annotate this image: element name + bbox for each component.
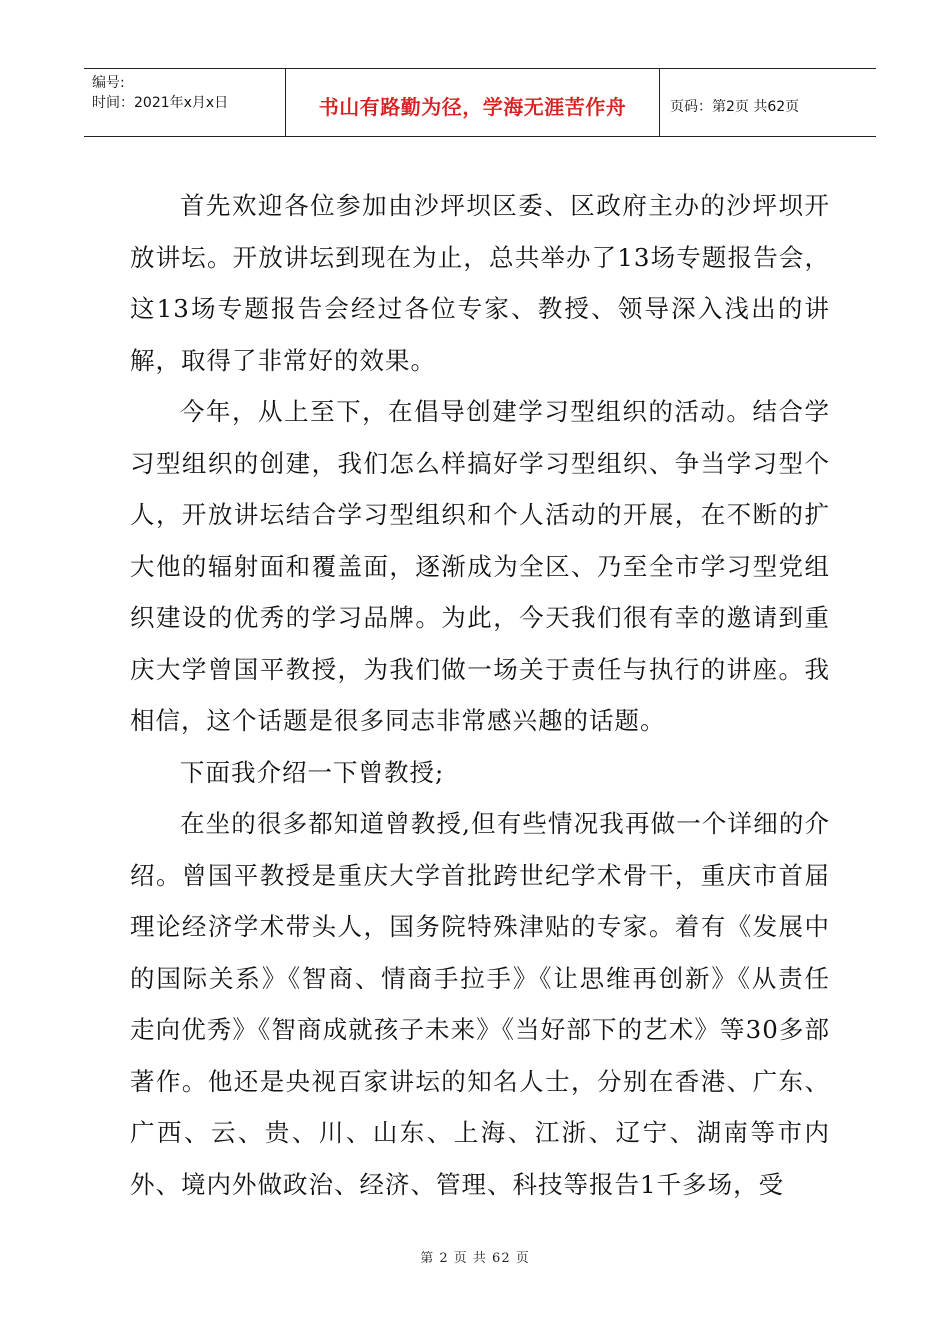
paragraph: 下面我介绍一下曾教授; [180,757,445,787]
paragraph: 在坐的很多都知道曾教授,但有些情况我再做一个详细的介绍。曾国平教授是重庆大学首批跨世纪学术骨干，重庆市首届理论经济学术带头人，国务院特殊津贴的专家。着有《发展中的国际关系》《智商、情商手拉手》《让思维再创新》《从责任走向优秀》《智商成就孩子未来》《当好部下的艺术》等30多部著作。他还是央视百家讲坛的知名人士，分别在香港、广东、广西、云、贵、川、山东、上海、江浙、辽宁、湖南等市内外、境内外做政治、经济、管理、科技等报告1千多场，受 [130,809,830,1199]
paragraph: 今年，从上至下，在倡导创建学习型组织的活动。结合学习型组织的创建，我们怎么样搞好学习型组织、争当学习型个人，开放讲坛结合学习型组织和个人活动的开展，在不断的扩大他的辐射面和覆盖面，逐渐成为全区、乃至全市学习型党组织建设的优秀的学习品牌。为此，今天我们很有幸的邀请到重庆大学曾国平教授，为我们做一场关于责任与执行的讲座。我相信，这个话题是很多同志非常感兴趣的话题。 [130,397,830,735]
document-body [130,180,830,1210]
header-page-cell [660,69,876,136]
serial-number-label: 编号: [92,75,125,91]
page-header [84,68,876,137]
page-number-label: 页码：第2页 共62页 [670,98,800,115]
header-meta [84,69,286,136]
motto-text: 书山有路勤为径，学海无涯苦作舟 [318,95,627,119]
header-motto-cell [286,69,660,136]
page-footer: 第 2 页 共 62 页 [420,1251,530,1266]
paragraph: 首先欢迎各位参加由沙坪坝区委、区政府主办的沙坪坝开放讲坛。开放讲坛到现在为止，总共举办了13场专题报告会，这13场专题报告会经过各位专家、教授、领导深入浅出的讲解，取得了非常好的效果。 [130,191,830,375]
time-label: 时间：2021年x月x日 [92,95,229,111]
